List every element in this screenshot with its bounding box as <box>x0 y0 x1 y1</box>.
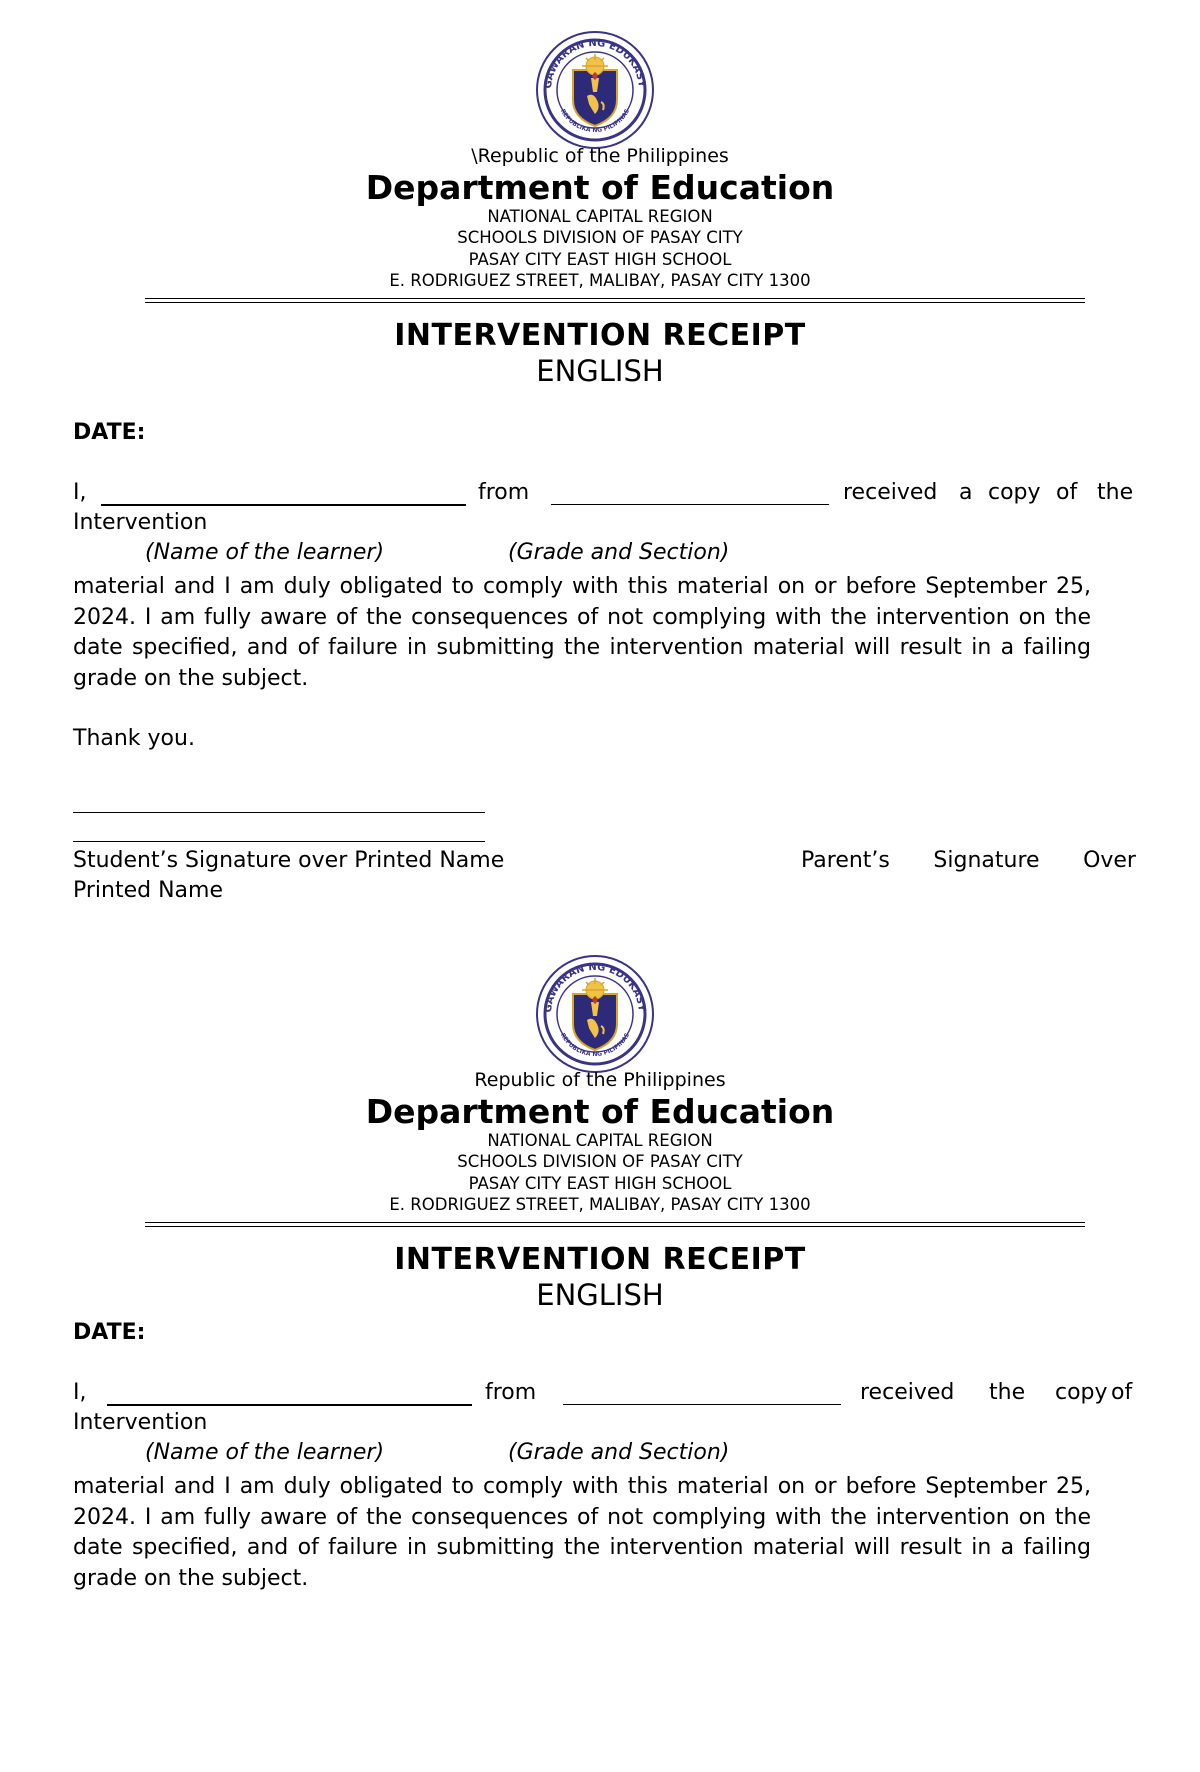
parent-signature-word: Over <box>1083 848 1136 873</box>
statement-prefix: I, <box>73 1380 87 1405</box>
received-word: of <box>1056 480 1078 505</box>
learner-name-hint: (Name of the learner) <box>145 1440 385 1465</box>
parent-signature-continuation: Printed Name <box>73 878 224 903</box>
svg-text:REPUBLIKA NG PILIPINAS: REPUBLIKA NG PILIPINAS <box>558 1031 632 1059</box>
signature-line[interactable] <box>73 841 485 842</box>
received-word: copy <box>1055 1380 1108 1405</box>
from-word: from <box>485 1380 537 1405</box>
svg-text:KAGAWARAN NG EDUKASYON: GAWARAN NG EDUKASY <box>542 961 647 1014</box>
republic-line: \Republic of the Philippines <box>471 145 729 167</box>
form-subject: ENGLISH <box>536 354 664 388</box>
grade-section-blank[interactable] <box>551 504 829 505</box>
from-word: from <box>478 480 530 505</box>
obligation-paragraph: material and I am duly obligated to comply with this material on or before September 25, 2024. I am fully aware of the consequences of not complying with the intervention on the date specified, and of failure in submitting the intervention material will result in a failing grade on the subject. <box>73 574 1091 691</box>
letterhead-divider <box>145 1226 1085 1227</box>
statement-first-line <box>73 1382 1136 1408</box>
student-signature-label: Student’s Signature over Printed Name <box>73 848 505 873</box>
letterhead-divider <box>145 1222 1085 1223</box>
division-line: SCHOOLS DIVISION OF PASAY CITY <box>457 1152 743 1171</box>
statement-first-line <box>73 482 1136 508</box>
learner-name-blank[interactable] <box>101 504 466 506</box>
letterhead-divider <box>145 302 1085 303</box>
deped-seal-logo <box>535 954 655 1074</box>
region-line: NATIONAL CAPITAL REGION <box>487 1131 713 1150</box>
form-title: INTERVENTION RECEIPT <box>394 1242 806 1277</box>
closing-text: Thank you. <box>73 726 195 751</box>
letterhead-divider <box>145 298 1085 299</box>
learner-name-blank[interactable] <box>107 1404 472 1406</box>
learner-name-hint: (Name of the learner) <box>145 540 385 565</box>
obligation-paragraph: material and I am duly obligated to comply with this material on or before September 25, 2024. I am fully aware of the consequences of not complying with the intervention on the date specified, and of failure in submitting the intervention material will result in a failing grade on the subject. <box>73 1474 1091 1591</box>
form-subject: ENGLISH <box>536 1278 664 1312</box>
received-word: received <box>843 480 938 505</box>
school-line: PASAY CITY EAST HIGH SCHOOL <box>468 1174 732 1193</box>
grade-section-hint: (Grade and Section) <box>508 540 730 565</box>
received-word: the <box>1097 480 1134 505</box>
receipt-section-2 <box>0 924 1200 1772</box>
received-word: a <box>959 480 973 505</box>
division-line: SCHOOLS DIVISION OF PASAY CITY <box>457 228 743 247</box>
department-title: Department of Education <box>365 1092 835 1131</box>
address-line: E. RODRIGUEZ STREET, MALIBAY, PASAY CITY 1300 <box>389 1195 811 1214</box>
signature-line[interactable] <box>73 812 485 813</box>
date-label: DATE: <box>73 420 146 445</box>
address-line: E. RODRIGUEZ STREET, MALIBAY, PASAY CITY 1300 <box>389 271 811 290</box>
deped-seal-logo <box>535 30 655 150</box>
school-line: PASAY CITY EAST HIGH SCHOOL <box>468 250 732 269</box>
form-title: INTERVENTION RECEIPT <box>394 318 806 353</box>
received-word: the <box>989 1380 1026 1405</box>
republic-line: Republic of the Philippines <box>474 1069 726 1091</box>
intervention-word: Intervention <box>73 1410 208 1435</box>
received-word: copy <box>988 480 1041 505</box>
parent-signature-word: Signature <box>933 848 1040 873</box>
statement-prefix: I, <box>73 480 87 505</box>
svg-text:REPUBLIKA NG PILIPINAS: REPUBLIKA NG PILIPINAS <box>558 107 632 135</box>
region-line: NATIONAL CAPITAL REGION <box>487 207 713 226</box>
date-label: DATE: <box>73 1320 146 1345</box>
svg-text:KAGAWARAN NG EDUKASYON: GAWARAN NG EDUKASY <box>542 37 647 90</box>
received-word: received <box>860 1380 955 1405</box>
grade-section-blank[interactable] <box>563 1404 841 1405</box>
grade-section-hint: (Grade and Section) <box>508 1440 730 1465</box>
received-word: of <box>1111 1380 1133 1405</box>
parent-signature-label <box>801 850 1136 872</box>
department-title: Department of Education <box>365 168 835 207</box>
parent-signature-word: Parent’s <box>801 848 890 873</box>
intervention-word: Intervention <box>73 510 208 535</box>
